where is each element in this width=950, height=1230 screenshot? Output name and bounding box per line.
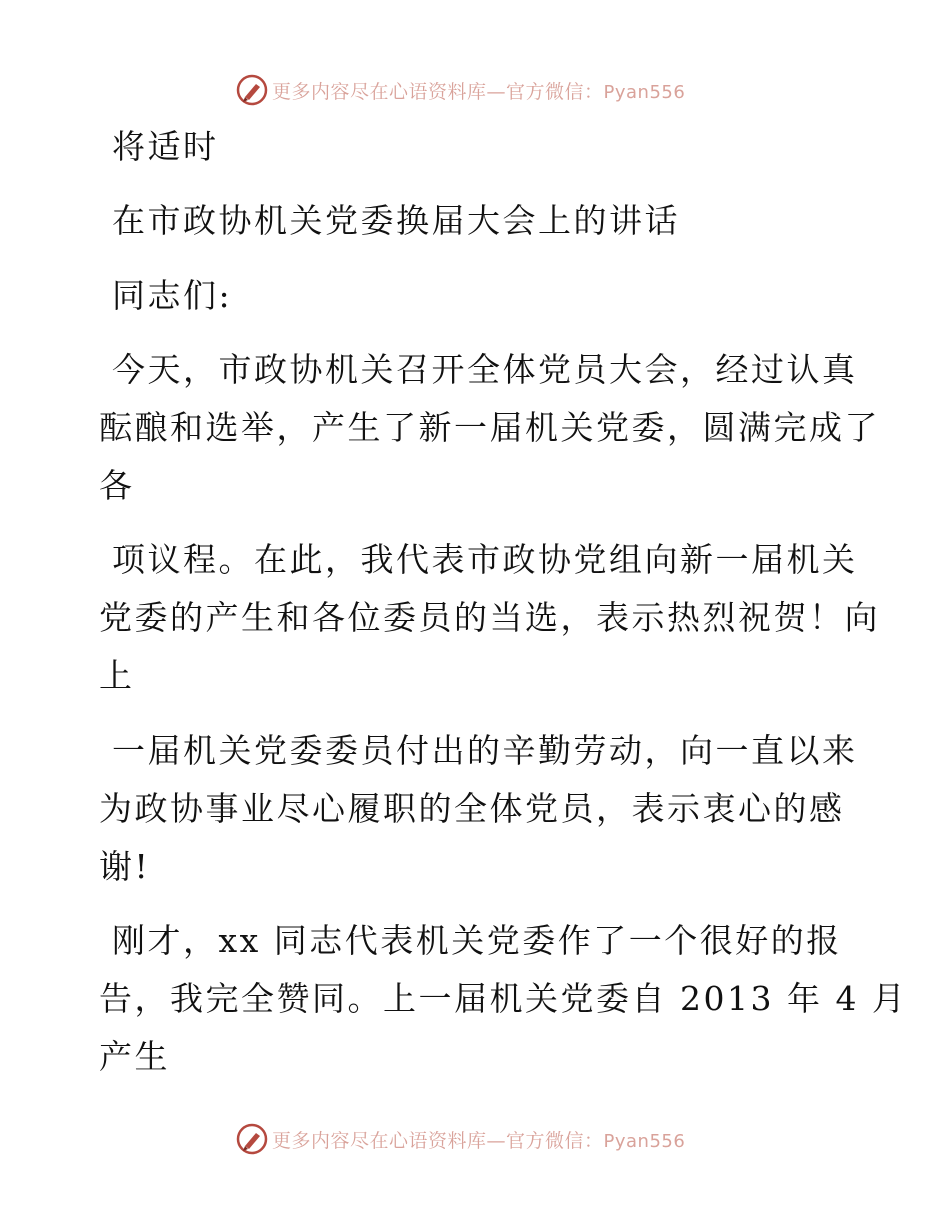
doc-line: 各 <box>99 466 135 505</box>
doc-line: 党委的产生和各位委员的当选，表示热烈祝贺！向 <box>99 598 880 637</box>
doc-line: 酝酿和选举，产生了新一届机关党委，圆满完成了 <box>99 408 880 447</box>
footer-watermark <box>236 1121 685 1157</box>
doc-line: 项议程。在此，我代表市政协党组向新一届机关 <box>99 540 858 579</box>
doc-line: 谢! <box>99 847 151 886</box>
doc-line: 告，我完全赞同。上一届机关党委自 2013 年 4 月 <box>99 979 908 1018</box>
doc-line: 一届机关党委委员付出的辛勤劳动，向一直以来 <box>99 731 858 770</box>
doc-line: 刚才，xx 同志代表机关党委作了一个很好的报 <box>99 921 842 960</box>
doc-line: 将适时 <box>99 127 219 166</box>
doc-line: 上 <box>99 656 135 695</box>
pen-logo-icon <box>236 74 268 106</box>
pen-logo-icon <box>236 1123 268 1155</box>
doc-line: 同志们: <box>99 276 233 315</box>
doc-title: 在市政协机关党委换届大会上的讲话 <box>99 201 680 240</box>
doc-line: 产生 <box>99 1037 170 1076</box>
doc-line: 今天，市政协机关召开全体党员大会，经过认真 <box>99 350 858 389</box>
header-watermark <box>236 72 685 108</box>
doc-line: 为政协事业尽心履职的全体党员，表示衷心的感 <box>99 789 845 828</box>
watermark-wechat-id: Pyan556 <box>603 81 686 103</box>
watermark-text: 更多内容尽在心语资料库—官方微信： <box>272 80 604 103</box>
watermark-text: 更多内容尽在心语资料库—官方微信： <box>272 1129 604 1152</box>
watermark-wechat-id: Pyan556 <box>603 1130 686 1152</box>
